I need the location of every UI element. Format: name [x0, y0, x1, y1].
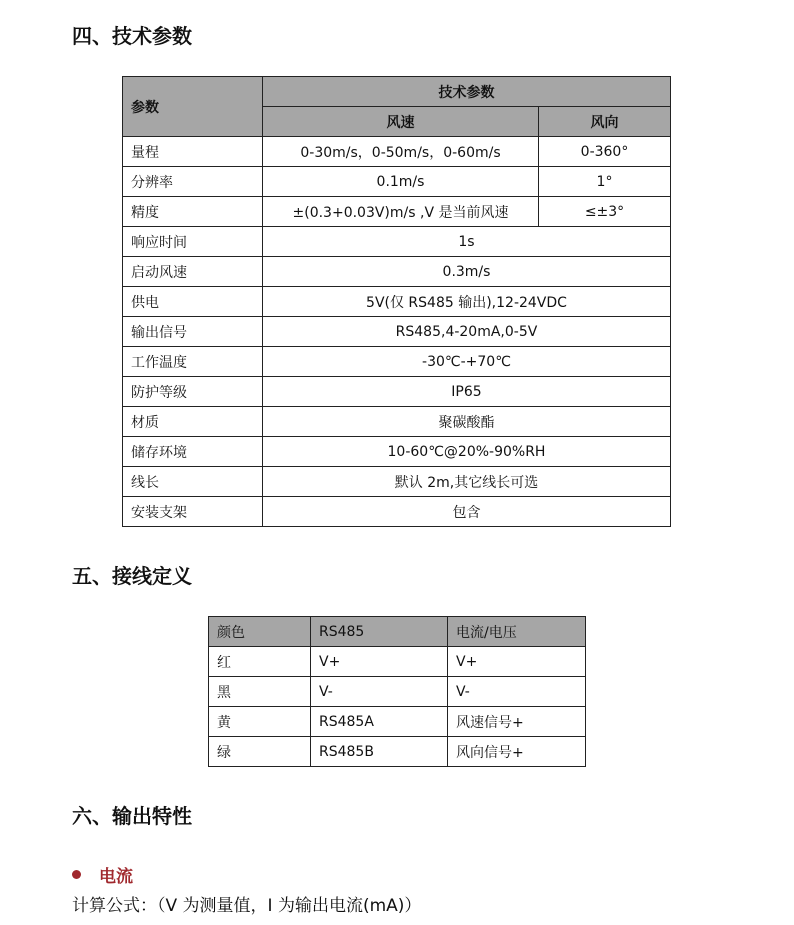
table-row	[123, 497, 671, 527]
row-label: 线长	[123, 467, 263, 497]
row-label: 精度	[123, 197, 263, 227]
table-row	[123, 347, 671, 377]
formula-text: 计算公式：（V 为测量值，I 为输出电流(mA)）	[72, 896, 422, 916]
wire-color: 黄	[209, 707, 311, 737]
table-row	[123, 227, 671, 257]
rs485-signal: V-	[311, 677, 448, 707]
table-header-row	[209, 617, 586, 647]
header-rs485: RS485	[311, 617, 448, 647]
header-color: 颜色	[209, 617, 311, 647]
row-value: 5V(仅 RS485 输出),12-24VDC	[263, 287, 671, 317]
tech-params-group-header: 技术参数	[263, 77, 671, 107]
table-row	[123, 137, 671, 167]
direction-header: 风向	[539, 107, 671, 137]
section-5-title: 五、接线定义	[72, 564, 192, 588]
table-row	[123, 167, 671, 197]
table-row	[123, 197, 671, 227]
table-row	[123, 317, 671, 347]
rs485-signal: V+	[311, 647, 448, 677]
row-value: 0.3m/s	[263, 257, 671, 287]
row-label: 分辨率	[123, 167, 263, 197]
row-label: 储存环境	[123, 437, 263, 467]
row-value: 包含	[263, 497, 671, 527]
wire-color: 红	[209, 647, 311, 677]
analog-signal: 风向信号+	[448, 737, 586, 767]
speed-value: 0.1m/s	[263, 167, 539, 197]
speed-header: 风速	[263, 107, 539, 137]
direction-value: ≤±3°	[539, 197, 671, 227]
header-current-voltage: 电流/电压	[448, 617, 586, 647]
section-4-title: 四、技术参数	[72, 24, 192, 48]
param-header: 参数	[123, 77, 263, 137]
current-bullet	[72, 862, 133, 887]
row-label: 安装支架	[123, 497, 263, 527]
table-row	[123, 377, 671, 407]
tech-params-table	[122, 76, 671, 527]
bullet-dot-icon	[72, 870, 81, 879]
row-value: RS485,4-20mA,0-5V	[263, 317, 671, 347]
row-label: 输出信号	[123, 317, 263, 347]
table-row	[209, 737, 586, 767]
table-row	[123, 407, 671, 437]
table-row	[123, 437, 671, 467]
row-value: IP65	[263, 377, 671, 407]
direction-value: 1°	[539, 167, 671, 197]
speed-value: 0-30m/s，0-50m/s，0-60m/s	[263, 137, 539, 167]
row-label: 供电	[123, 287, 263, 317]
rs485-signal: RS485A	[311, 707, 448, 737]
row-label: 响应时间	[123, 227, 263, 257]
analog-signal: V-	[448, 677, 586, 707]
table-row	[123, 257, 671, 287]
row-label: 量程	[123, 137, 263, 167]
analog-signal: 风速信号+	[448, 707, 586, 737]
bullet-label: 电流	[99, 867, 133, 887]
rs485-signal: RS485B	[311, 737, 448, 767]
table-row	[209, 647, 586, 677]
row-value: 聚碳酸酯	[263, 407, 671, 437]
row-value: 默认 2m,其它线长可选	[263, 467, 671, 497]
direction-value: 0-360°	[539, 137, 671, 167]
wire-color: 绿	[209, 737, 311, 767]
speed-value: ±(0.3+0.03V)m/s ,V 是当前风速	[263, 197, 539, 227]
section-6-title: 六、输出特性	[72, 804, 192, 828]
analog-signal: V+	[448, 647, 586, 677]
table-row	[123, 467, 671, 497]
row-value: 1s	[263, 227, 671, 257]
table-row	[209, 707, 586, 737]
row-label: 材质	[123, 407, 263, 437]
wire-color: 黑	[209, 677, 311, 707]
row-value: 10-60℃@20%-90%RH	[263, 437, 671, 467]
wiring-table	[208, 616, 586, 767]
table-row	[209, 677, 586, 707]
table-row	[123, 287, 671, 317]
row-label: 防护等级	[123, 377, 263, 407]
row-label: 启动风速	[123, 257, 263, 287]
row-value: -30℃-+70℃	[263, 347, 671, 377]
row-label: 工作温度	[123, 347, 263, 377]
